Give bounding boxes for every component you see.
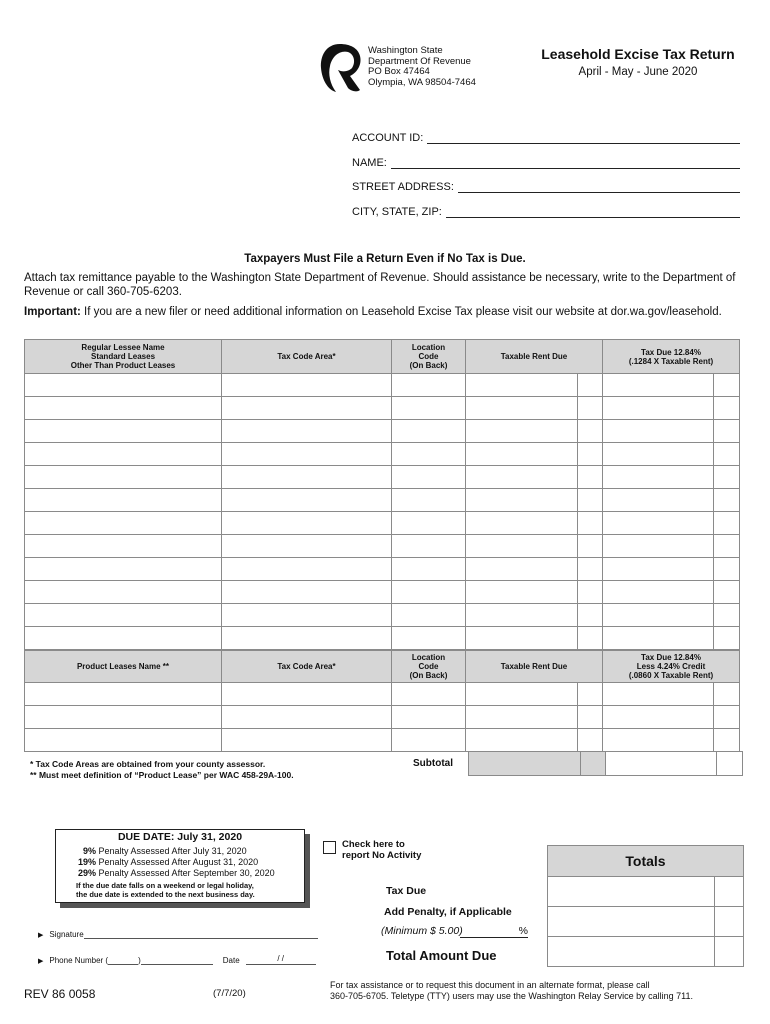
lessee-name-cell[interactable] [25, 581, 222, 604]
lessee-name-cell[interactable] [25, 683, 222, 706]
footnote-tax-code: * Tax Code Areas are obtained from your county assessor. [30, 759, 266, 769]
remittance-paragraph: Attach tax remittance payable to the Washington State Department of Revenue. Should assistance be necessary, write to the Department of Revenue or call 360-705-6203. [24, 272, 736, 298]
tax-code-area-cell[interactable] [222, 374, 392, 397]
signature-field[interactable] [38, 930, 318, 939]
product-lease-row [25, 729, 740, 752]
account-id-line[interactable] [427, 134, 740, 144]
totals-title: Totals [548, 846, 744, 877]
tax-due-cents-cell[interactable] [714, 604, 740, 627]
regular-lease-row [25, 512, 740, 535]
tax-code-area-cell[interactable] [222, 683, 392, 706]
revision-date: (7/7/20) [213, 988, 246, 999]
account-id-label: ACCOUNT ID: [352, 132, 424, 144]
regular-lease-row [25, 535, 740, 558]
agency-address [368, 46, 476, 88]
taxable-rent-cents-cell[interactable] [578, 397, 603, 420]
no-activity-line: report No Activity [342, 850, 422, 861]
lessee-name-cell[interactable] [25, 729, 222, 752]
regular-lease-row [25, 443, 740, 466]
due-date-note [76, 882, 255, 899]
taxable-rent-cell[interactable] [466, 729, 578, 752]
tax-due-cents-cell[interactable] [714, 683, 740, 706]
taxable-rent-cell[interactable] [466, 420, 578, 443]
due-date-title: DUE DATE: July 31, 2020 [117, 831, 243, 843]
col-header-tax-due: Tax Due 12.84% Less 4.24% Credit (.0860 X Taxable Rent) [603, 651, 740, 683]
product-leases-rows [25, 683, 740, 752]
no-activity-checkbox[interactable] [323, 841, 336, 854]
tax-due-cents-cell[interactable] [714, 397, 740, 420]
city-state-zip-field[interactable] [352, 206, 740, 218]
tax-due-cents-cell[interactable] [714, 420, 740, 443]
signature-line[interactable] [84, 930, 318, 939]
assistance-line: 360-705-6705. Teletype (TTY) users may use the Washington Relay Service by calling 711. [330, 990, 694, 1001]
taxable-rent-cell[interactable] [466, 489, 578, 512]
tax-due-cell[interactable] [603, 604, 714, 627]
important-paragraph [24, 305, 754, 319]
minimum-penalty-label: (Minimum $ 5.00) [381, 925, 463, 937]
tax-due-cents-cell[interactable] [714, 706, 740, 729]
regular-lease-row [25, 627, 740, 650]
lessee-name-cell[interactable] [25, 512, 222, 535]
form-period: April - May - June 2020 [578, 66, 698, 78]
tax-code-area-cell[interactable] [222, 627, 392, 650]
location-code-cell[interactable] [392, 581, 466, 604]
taxable-rent-cents-cell[interactable] [578, 729, 603, 752]
taxable-rent-cents-cell[interactable] [578, 512, 603, 535]
agency-line: PO Box 47464 [368, 66, 430, 77]
location-code-cell[interactable] [392, 604, 466, 627]
total-amount-input[interactable] [548, 937, 715, 967]
street-address-line[interactable] [458, 183, 740, 193]
taxable-rent-cents-cell[interactable] [578, 489, 603, 512]
tax-code-area-cell[interactable] [222, 466, 392, 489]
taxable-rent-cell[interactable] [466, 683, 578, 706]
due-note-line: If the due date falls on a weekend or legal holiday, [76, 881, 254, 890]
city-state-zip-label: CITY, STATE, ZIP: [352, 206, 442, 218]
taxable-rent-cents-cell[interactable] [578, 466, 603, 489]
taxable-rent-cell[interactable] [466, 466, 578, 489]
tax-code-area-cell[interactable] [222, 558, 392, 581]
lessee-name-cell[interactable] [25, 489, 222, 512]
arrow-right-icon: ▶ [38, 958, 44, 965]
penalty-text: Penalty Assessed After September 30, 2020 [98, 868, 275, 878]
tax-due-cell[interactable] [603, 627, 714, 650]
penalty-input[interactable] [548, 907, 715, 937]
regular-leases-table [24, 339, 740, 650]
tax-due-cell[interactable] [603, 535, 714, 558]
lessee-name-cell[interactable] [25, 420, 222, 443]
tax-due-cell[interactable] [603, 729, 714, 752]
location-code-cell[interactable] [392, 466, 466, 489]
form-title: Leasehold Excise Tax Return [541, 46, 735, 62]
tax-due-cents-cell[interactable] [714, 581, 740, 604]
tax-code-area-cell[interactable] [222, 512, 392, 535]
tax-due-cents-cell[interactable] [714, 466, 740, 489]
regular-lease-row [25, 581, 740, 604]
tax-code-area-cell[interactable] [222, 397, 392, 420]
tax-due-cents-cell[interactable] [714, 627, 740, 650]
agency-line: Department Of Revenue [368, 55, 471, 67]
date-label: Date [222, 956, 240, 965]
add-penalty-label: Add Penalty, if Applicable [384, 906, 512, 918]
name-line[interactable] [391, 159, 740, 169]
location-code-cell[interactable] [392, 420, 466, 443]
taxable-rent-cents-cell[interactable] [578, 558, 603, 581]
lessee-name-cell[interactable] [25, 397, 222, 420]
tax-due-cell[interactable] [603, 558, 714, 581]
assistance-note [330, 980, 760, 1001]
signature-label: Signature [49, 930, 84, 939]
tax-due-cell[interactable] [603, 397, 714, 420]
taxable-rent-cents-cell[interactable] [578, 604, 603, 627]
tax-due-cell[interactable] [603, 581, 714, 604]
taxable-rent-cents-cell[interactable] [578, 535, 603, 558]
penalty-line [70, 846, 247, 856]
regular-lease-row [25, 558, 740, 581]
agency-line: Olympia, WA 98504-7464 [368, 76, 476, 88]
phone-close-paren: ) [138, 956, 141, 965]
regular-lease-row [25, 397, 740, 420]
location-code-cell[interactable] [392, 397, 466, 420]
subtotal-taxable-rent-cents [581, 752, 606, 776]
tax-due-cents-cell[interactable] [714, 558, 740, 581]
location-code-cell[interactable] [392, 489, 466, 512]
location-code-cell[interactable] [392, 683, 466, 706]
regular-lease-row [25, 420, 740, 443]
regular-lease-row [25, 604, 740, 627]
taxable-rent-cell[interactable] [466, 535, 578, 558]
totals-table [547, 845, 744, 967]
product-leases-table [24, 650, 740, 752]
agency-line: Washington State [368, 45, 443, 56]
col-header-location-code: Location Code (On Back) [392, 340, 466, 374]
tax-code-area-cell[interactable] [222, 706, 392, 729]
taxable-rent-cents-cell[interactable] [578, 706, 603, 729]
tax-due-cell[interactable] [603, 466, 714, 489]
taxable-rent-cents-cell[interactable] [578, 374, 603, 397]
total-amount-cents[interactable] [715, 937, 744, 967]
footnote-product-lease: ** Must meet definition of “Product Lease” per WAC 458-29A-100. [30, 770, 294, 780]
subtotal-tax-due-cents[interactable] [717, 752, 743, 776]
location-code-cell[interactable] [392, 512, 466, 535]
tax-due-cell[interactable] [603, 489, 714, 512]
col-header-tax-due: Tax Due 12.84% (.1284 X Taxable Rent) [603, 340, 740, 374]
location-code-cell[interactable] [392, 627, 466, 650]
lessee-name-cell[interactable] [25, 466, 222, 489]
taxable-rent-cents-cell[interactable] [578, 627, 603, 650]
penalty-cents[interactable] [715, 907, 744, 937]
tax-due-cents-cell[interactable] [714, 729, 740, 752]
tax-due-cents-cell[interactable] [714, 374, 740, 397]
penalty-line [70, 868, 275, 878]
date-field[interactable] [246, 954, 316, 965]
tax-due-cents[interactable] [715, 877, 744, 907]
subtotal-tax-due-input[interactable] [606, 752, 717, 776]
important-label: Important: [24, 306, 81, 318]
taxable-rent-cell[interactable] [466, 512, 578, 535]
tax-due-cents-cell[interactable] [714, 443, 740, 466]
tax-due-label: Tax Due [386, 885, 427, 897]
footnotes [30, 759, 294, 781]
name-label: NAME: [352, 157, 387, 169]
form-number: REV 86 0058 [24, 987, 96, 1001]
tax-code-area-cell[interactable] [222, 604, 392, 627]
penalty-line [70, 857, 258, 867]
location-code-cell[interactable] [392, 558, 466, 581]
assistance-line: For tax assistance or to request this document in an alternate format, please call [330, 980, 650, 990]
date-separators: / / [277, 954, 284, 963]
col-header-product-lease-name: Product Leases Name ** [25, 651, 222, 683]
tax-due-input[interactable] [548, 877, 715, 907]
lessee-name-cell[interactable] [25, 604, 222, 627]
city-state-zip-line[interactable] [446, 208, 740, 218]
notice-title: Taxpayers Must File a Return Even if No Tax is Due. [244, 253, 526, 265]
tax-code-area-cell[interactable] [222, 489, 392, 512]
tax-due-cell[interactable] [603, 683, 714, 706]
tax-due-cell[interactable] [603, 420, 714, 443]
regular-leases-rows [25, 374, 740, 650]
lessee-name-cell[interactable] [25, 374, 222, 397]
phone-date-row [38, 954, 316, 965]
regular-lease-row [25, 466, 740, 489]
street-address-label: STREET ADDRESS: [352, 181, 454, 193]
street-address-field[interactable] [352, 181, 740, 193]
lessee-name-cell[interactable] [25, 443, 222, 466]
col-header-taxable-rent: Taxable Rent Due [466, 651, 603, 683]
taxable-rent-cents-cell[interactable] [578, 420, 603, 443]
arrow-right-icon: ▶ [38, 932, 44, 939]
taxable-rent-cents-cell[interactable] [578, 581, 603, 604]
tax-code-area-cell[interactable] [222, 729, 392, 752]
penalty-pct: 29% [77, 868, 96, 878]
subtotal-taxable-rent [469, 752, 581, 776]
taxable-rent-cell[interactable] [466, 374, 578, 397]
location-code-cell[interactable] [392, 535, 466, 558]
taxable-rent-cell[interactable] [466, 397, 578, 420]
dor-logo [318, 42, 362, 94]
account-id-field[interactable] [352, 132, 740, 144]
location-code-cell[interactable] [392, 374, 466, 397]
taxable-rent-cell[interactable] [466, 558, 578, 581]
tax-due-cell[interactable] [603, 512, 714, 535]
lessee-name-cell[interactable] [25, 558, 222, 581]
penalty-text: Penalty Assessed After July 31, 2020 [98, 846, 247, 856]
taxable-rent-cell[interactable] [466, 443, 578, 466]
name-field[interactable] [352, 157, 740, 169]
penalty-pct: 19% [77, 857, 96, 867]
taxable-rent-cents-cell[interactable] [578, 443, 603, 466]
tax-due-cell[interactable] [603, 706, 714, 729]
tax-due-cell[interactable] [603, 374, 714, 397]
regular-lease-row [25, 489, 740, 512]
lessee-name-cell[interactable] [25, 535, 222, 558]
location-code-cell[interactable] [392, 706, 466, 729]
tax-due-cents-cell[interactable] [714, 489, 740, 512]
subtotal-row [468, 751, 743, 776]
percent-sign: % [518, 925, 528, 937]
tax-due-cents-cell[interactable] [714, 512, 740, 535]
col-header-taxable-rent: Taxable Rent Due [466, 340, 603, 374]
tax-code-area-cell[interactable] [222, 443, 392, 466]
total-amount-label: Total Amount Due [386, 948, 497, 963]
taxable-rent-cents-cell[interactable] [578, 683, 603, 706]
phone-label: Phone Number ( [49, 956, 109, 965]
taxable-rent-cell[interactable] [466, 604, 578, 627]
location-code-cell[interactable] [392, 729, 466, 752]
taxable-rent-cell[interactable] [466, 581, 578, 604]
important-text: If you are a new filer or need additional information on Leasehold Excise Tax please visit our website at dor.wa.gov/leasehold. [80, 306, 722, 318]
penalty-pct: 9% [82, 846, 96, 856]
col-header-lessee-name: Regular Lessee Name Standard Leases Other Than Product Leases [25, 340, 222, 374]
due-note-line: the due date is extended to the next business day. [76, 889, 255, 899]
location-code-cell[interactable] [392, 443, 466, 466]
lessee-name-cell[interactable] [25, 706, 222, 729]
penalty-text: Penalty Assessed After August 31, 2020 [98, 857, 259, 867]
tax-due-cell[interactable] [603, 443, 714, 466]
tax-code-area-cell[interactable] [222, 581, 392, 604]
tax-code-area-cell[interactable] [222, 535, 392, 558]
col-header-tax-code-area: Tax Code Area* [222, 340, 392, 374]
no-activity-line: Check here to [342, 839, 405, 850]
taxable-rent-cell[interactable] [466, 627, 578, 650]
col-header-tax-code-area: Tax Code Area* [222, 651, 392, 683]
subtotal-label: Subtotal [413, 758, 453, 769]
tax-due-cents-cell[interactable] [714, 535, 740, 558]
taxable-rent-cell[interactable] [466, 706, 578, 729]
phone-number-field[interactable] [141, 956, 213, 965]
penalty-percent-field[interactable] [460, 925, 528, 938]
phone-area-code-field[interactable] [108, 956, 138, 965]
tax-code-area-cell[interactable] [222, 420, 392, 443]
product-lease-row [25, 706, 740, 729]
lessee-name-cell[interactable] [25, 627, 222, 650]
regular-lease-row [25, 374, 740, 397]
col-header-location-code: Location Code (On Back) [392, 651, 466, 683]
product-lease-row [25, 683, 740, 706]
no-activity-label [342, 839, 421, 861]
